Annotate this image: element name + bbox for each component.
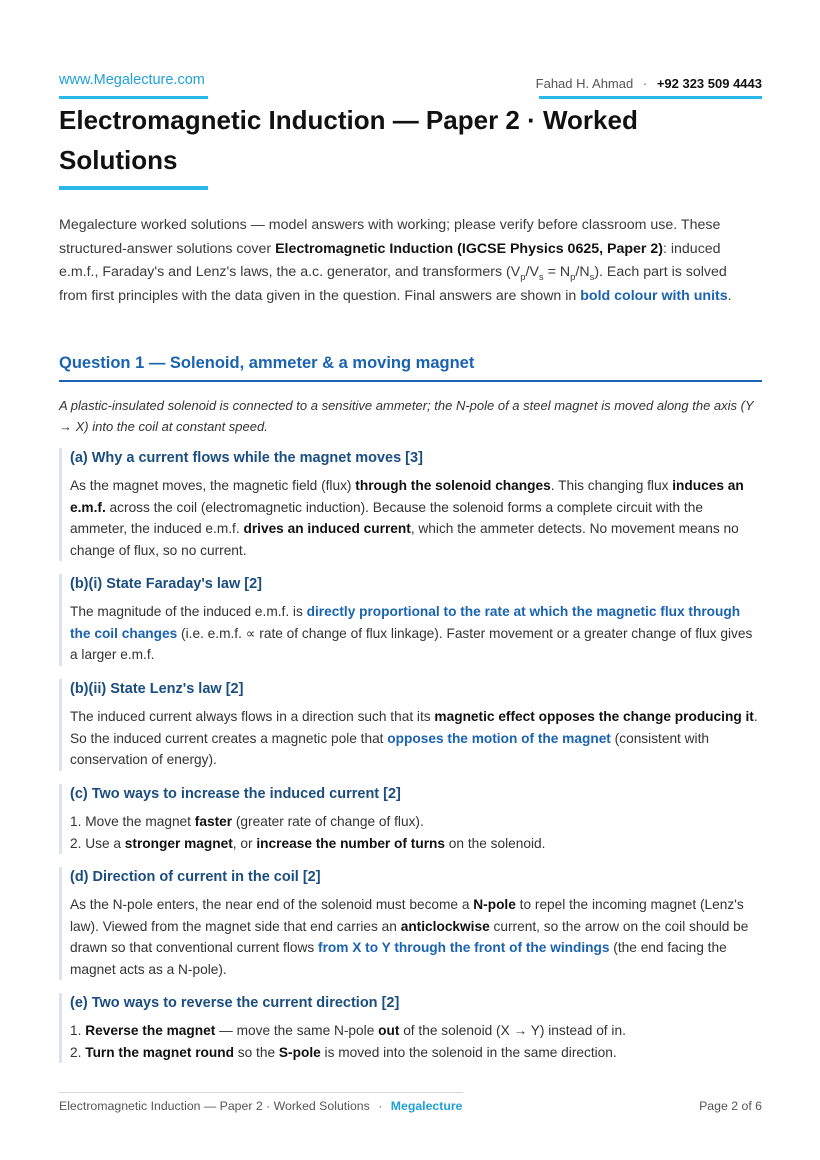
part-e-answer (70, 1020, 762, 1063)
intro-paragraph: Megalecture worked solutions — model answers with working; please verify before classroom use. These structured-answer solutions cover Electromagnetic Induction (IGCSE Physics 0625, Paper 2): induced e.m.f., Faraday's and Lenz's laws, the a.c. generator, and transformers $(V_p/V_s = N_p/N_s)$. Each part is solved from first principles with the data given in the question. Final answers are shown in bold colour with units. (59, 217, 732, 304)
title-rule (59, 186, 208, 190)
part-b-i (59, 574, 762, 666)
list-item: 2. Use a stronger magnet, or increase the number of turns on the solenoid. (70, 835, 546, 851)
part-c-heading: (c) Two ways to increase the induced current [2] (70, 786, 401, 802)
header-rule-left (59, 96, 208, 99)
part-a (59, 448, 762, 561)
page-title: Electromagnetic Induction — Paper 2 · Worked Solutions (59, 105, 638, 175)
part-c-answer (70, 811, 762, 854)
part-d-heading: (d) Direction of current in the coil [2] (70, 869, 321, 885)
question-title: Question 1 — Solenoid, ammeter & a moving magnet (59, 354, 475, 372)
header-rule-right (539, 96, 762, 99)
part-d (59, 867, 762, 980)
question-rule (59, 380, 762, 382)
list-item: 2. Turn the magnet round so the S-pole is moved into the solenoid in the same direction. (70, 1044, 617, 1060)
part-b-i-heading: (b)(i) State Faraday's law [2] (70, 576, 262, 592)
part-c (59, 784, 762, 854)
part-a-heading: (a) Why a current flows while the magnet moves [3] (70, 450, 423, 466)
footer-rule (59, 1092, 463, 1093)
part-e (59, 993, 762, 1063)
question-lead: A plastic-insulated solenoid is connected to a sensitive ammeter; the N-pole of a steel magnet is moved along the axis (Y → X) into the coil at constant speed. (59, 398, 754, 434)
part-e-heading: (e) Two ways to reverse the current direction [2] (70, 995, 400, 1011)
part-d-answer: As the N-pole enters, the near end of the solenoid must become a N-pole to repel the incoming magnet (Lenz's law). Viewed from the magnet side that end carries an anticlockwise current, so the arrow on the coil should be drawn so that conventional current flows from X to Y through the front of the windings (the end facing the magnet acts as a N-pole). (70, 897, 749, 977)
author-phone: +92 323 509 4443 (656, 76, 762, 91)
site-link[interactable]: www.Megalecture.com (59, 72, 205, 88)
author-name: Fahad H. Ahmad (535, 76, 634, 91)
list-item: 1. Reverse the magnet — move the same N-pole out of the solenoid (X → Y) instead of in. (70, 1023, 626, 1038)
part-b-ii-answer: The induced current always flows in a direction such that its magnetic effect opposes the change producing it. So the induced current creates a magnetic pole that opposes the motion of the magnet (consistent with conservation of energy). (70, 709, 758, 767)
part-b-ii-heading: (b)(ii) State Lenz's law [2] (70, 681, 244, 697)
part-a-answer: As the magnet moves, the magnetic field (flux) through the solenoid changes. This changing flux induces an e.m.f. across the coil (electromagnetic induction). Because the solenoid forms a complete circuit with the ammeter, the induced e.m.f. drives an induced current, which the ammeter detects. No movement means no change of flux, so no current. (70, 478, 744, 558)
page-number: Page 2 of 6 (699, 1099, 762, 1113)
list-item: 1. Move the magnet faster (greater rate of change of flux). (70, 814, 424, 829)
part-b-ii (59, 679, 762, 771)
author-contact (536, 76, 762, 91)
footer-doc-title: Electromagnetic Induction — Paper 2 · Worked Solutions · Megalecture (59, 1099, 463, 1113)
header-separator: · (642, 76, 648, 91)
footer-brand: Megalecture (390, 1099, 463, 1113)
part-b-i-answer: The magnitude of the induced e.m.f. is directly proportional to the rate at which the magnetic flux through the coil changes (i.e. e.m.f. ∝ rate of change of flux linkage). Faster movement or a greater change of flux gives a larger e.m.f. (70, 604, 753, 662)
